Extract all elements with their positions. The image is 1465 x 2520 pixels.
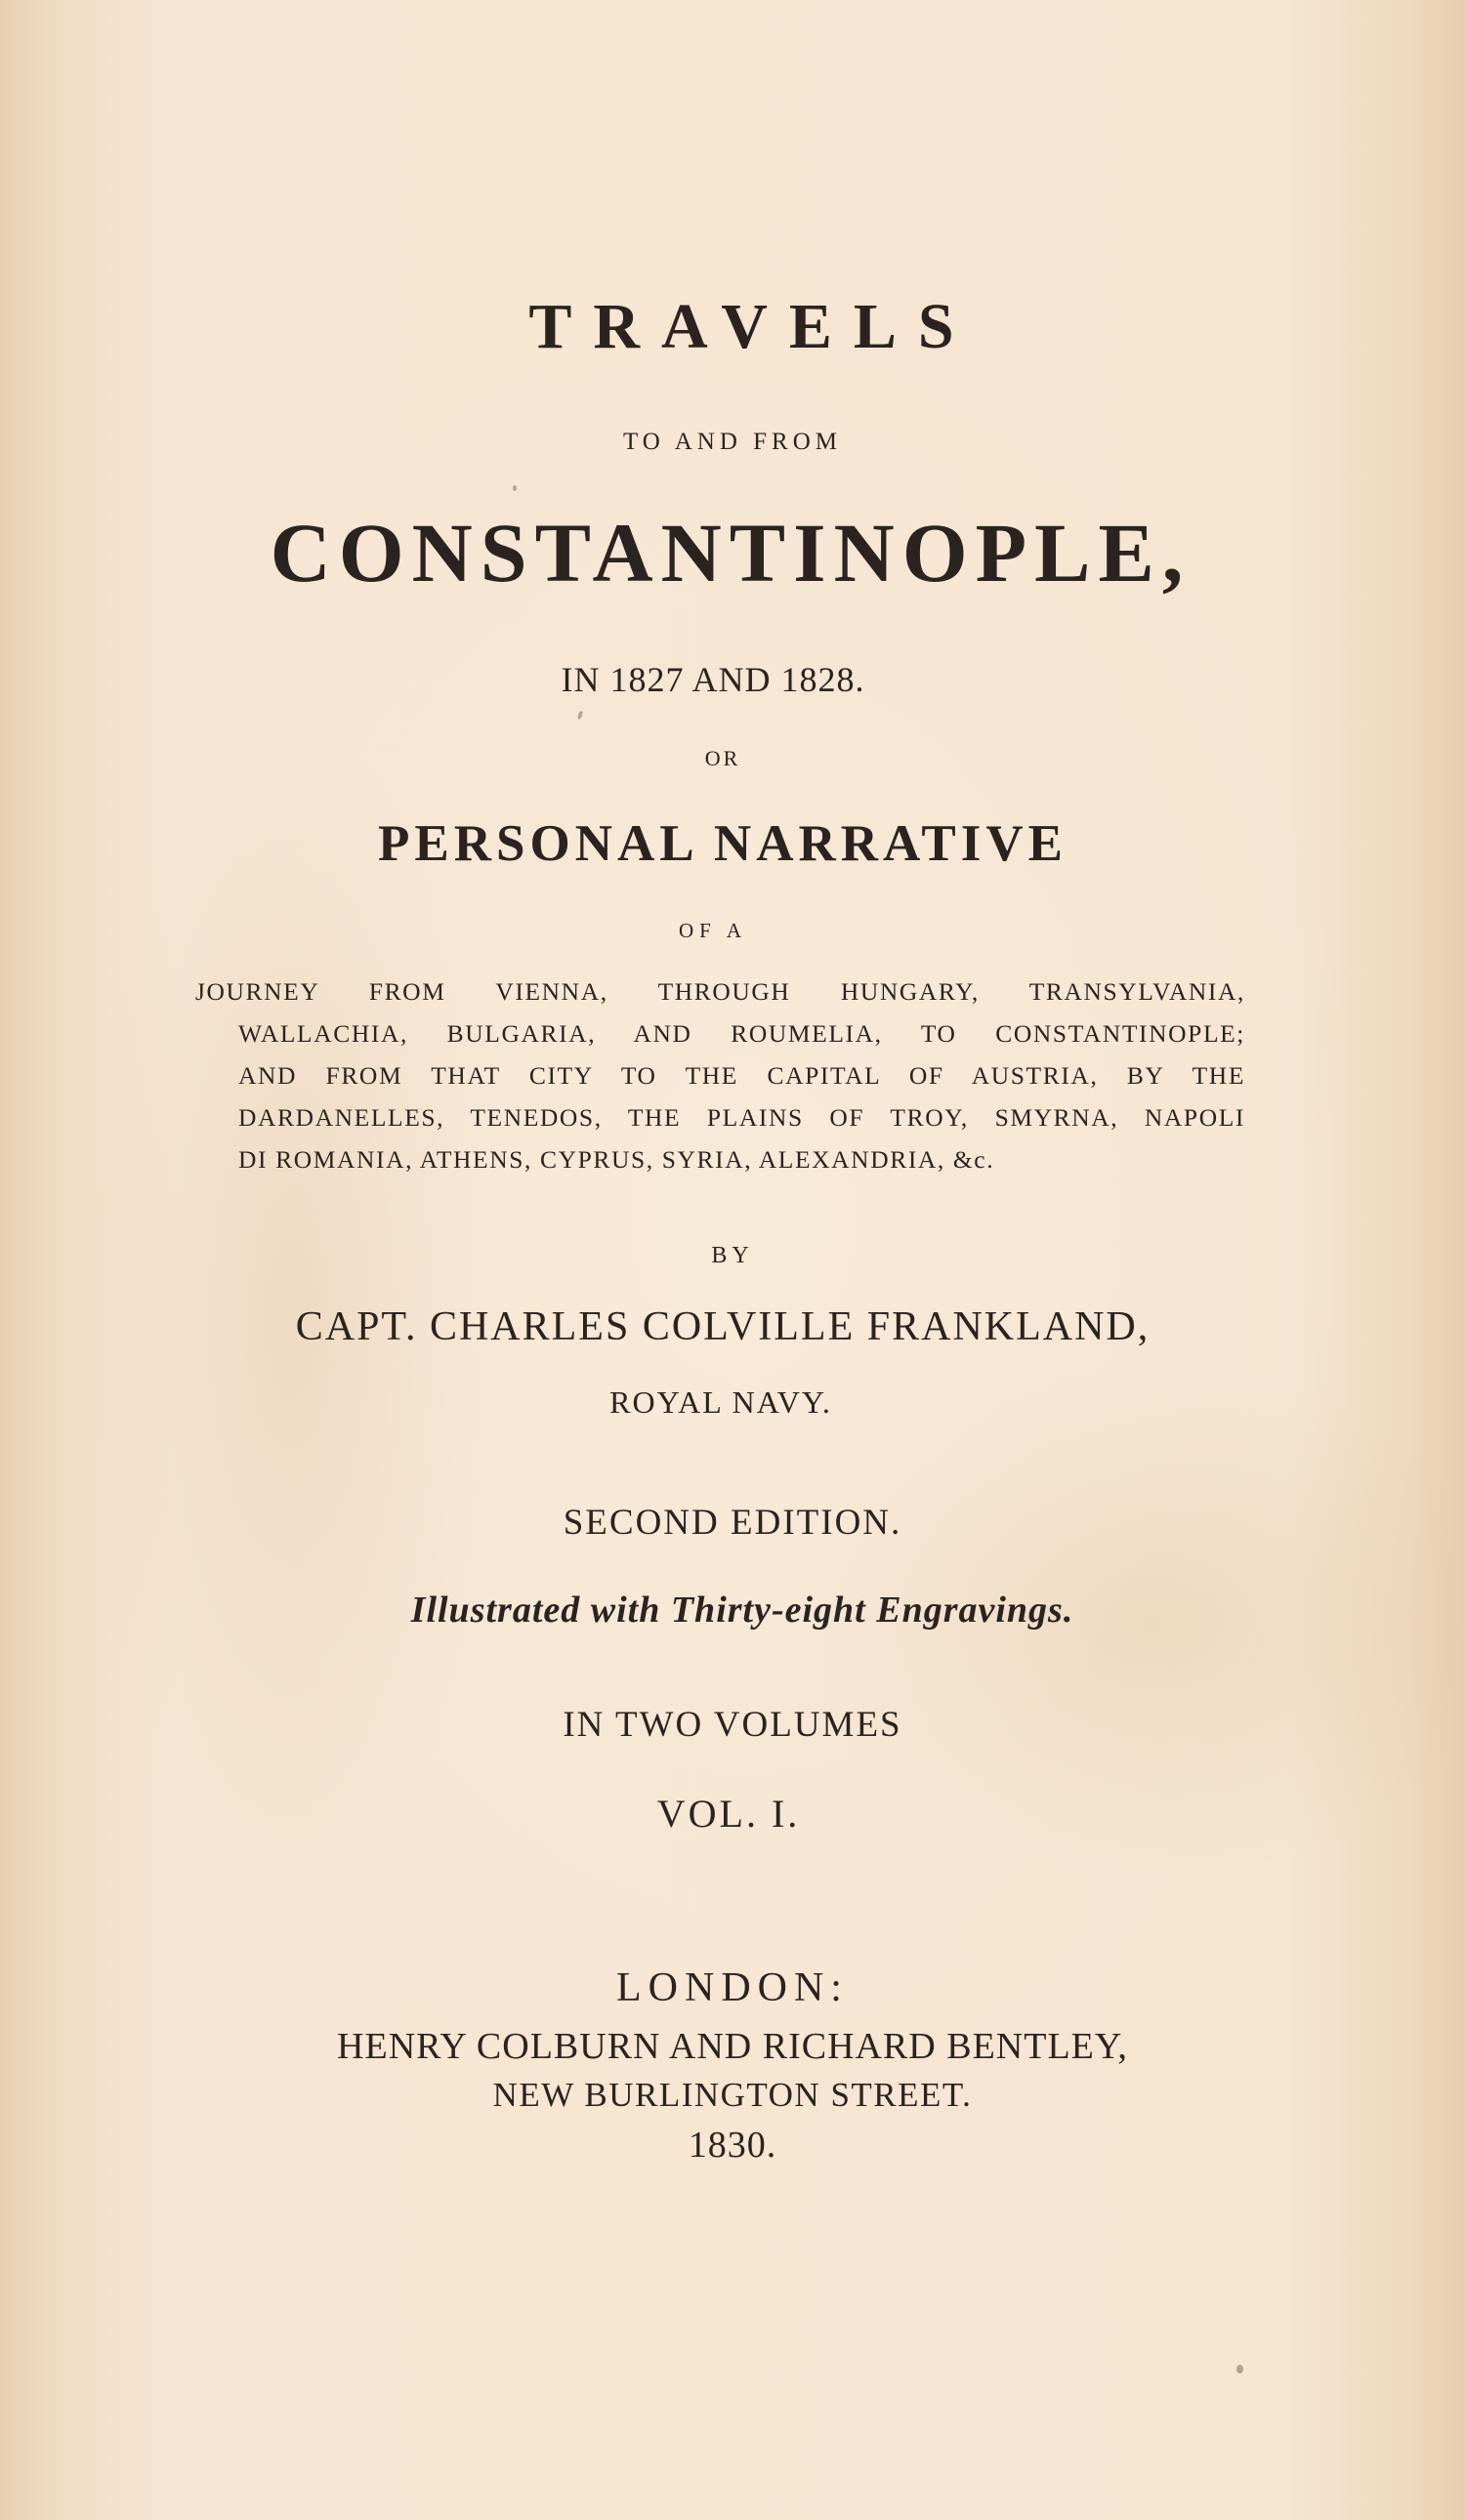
book-subtitle: PERSONAL NARRATIVE bbox=[378, 815, 1067, 872]
journey-line: DARDANELLES, TENEDOS, THE PLAINS OF TROY, SMYRNA, NAPOLI bbox=[238, 1103, 1245, 1132]
paper-speck bbox=[513, 485, 517, 491]
paper-speck bbox=[1236, 2365, 1243, 2374]
travel-years: IN 1827 AND 1828. bbox=[561, 660, 865, 699]
author-name: CAPT. CHARLES COLVILLE FRANKLAND, bbox=[295, 1304, 1151, 1349]
imprint-publisher: HENRY COLBURN AND RICHARD BENTLEY, bbox=[337, 2026, 1128, 2067]
title-or: OR bbox=[704, 746, 741, 770]
author-service: ROYAL NAVY. bbox=[609, 1384, 832, 1420]
journey-description bbox=[195, 971, 1245, 1180]
journey-line: WALLACHIA, BULGARIA, AND ROUMELIA, TO CONSTANTINOPLE; bbox=[238, 1019, 1245, 1048]
subtitle-connector: OF A bbox=[678, 919, 748, 942]
book-title-place: CONSTANTINOPLE, bbox=[270, 506, 1192, 599]
book-title: TRAVELS bbox=[528, 291, 976, 362]
journey-line: JOURNEY FROM VIENNA, THROUGH HUNGARY, TRANSYLVANIA, bbox=[195, 977, 1245, 1006]
illustration-statement: Illustrated with Thirty-eight Engravings. bbox=[410, 1590, 1074, 1631]
journey-line: DI ROMANIA, ATHENS, CYPRUS, SYRIA, ALEXANDRIA, &c. bbox=[238, 1145, 995, 1174]
imprint-street: NEW BURLINGTON STREET. bbox=[492, 2076, 973, 2114]
edition-statement: SECOND EDITION. bbox=[563, 1503, 902, 1543]
by-line: BY bbox=[711, 1243, 754, 1268]
volume-number: VOL. I. bbox=[656, 1792, 801, 1836]
paper-speck bbox=[577, 711, 584, 721]
imprint-year: 1830. bbox=[688, 2125, 777, 2166]
title-connector: TO AND FROM bbox=[622, 429, 843, 455]
journey-line: AND FROM THAT CITY TO THE CAPITAL OF AUSTRIA, BY THE bbox=[238, 1061, 1245, 1090]
volume-count: IN TWO VOLUMES bbox=[563, 1705, 902, 1745]
imprint-city: LONDON: bbox=[616, 1965, 849, 2010]
